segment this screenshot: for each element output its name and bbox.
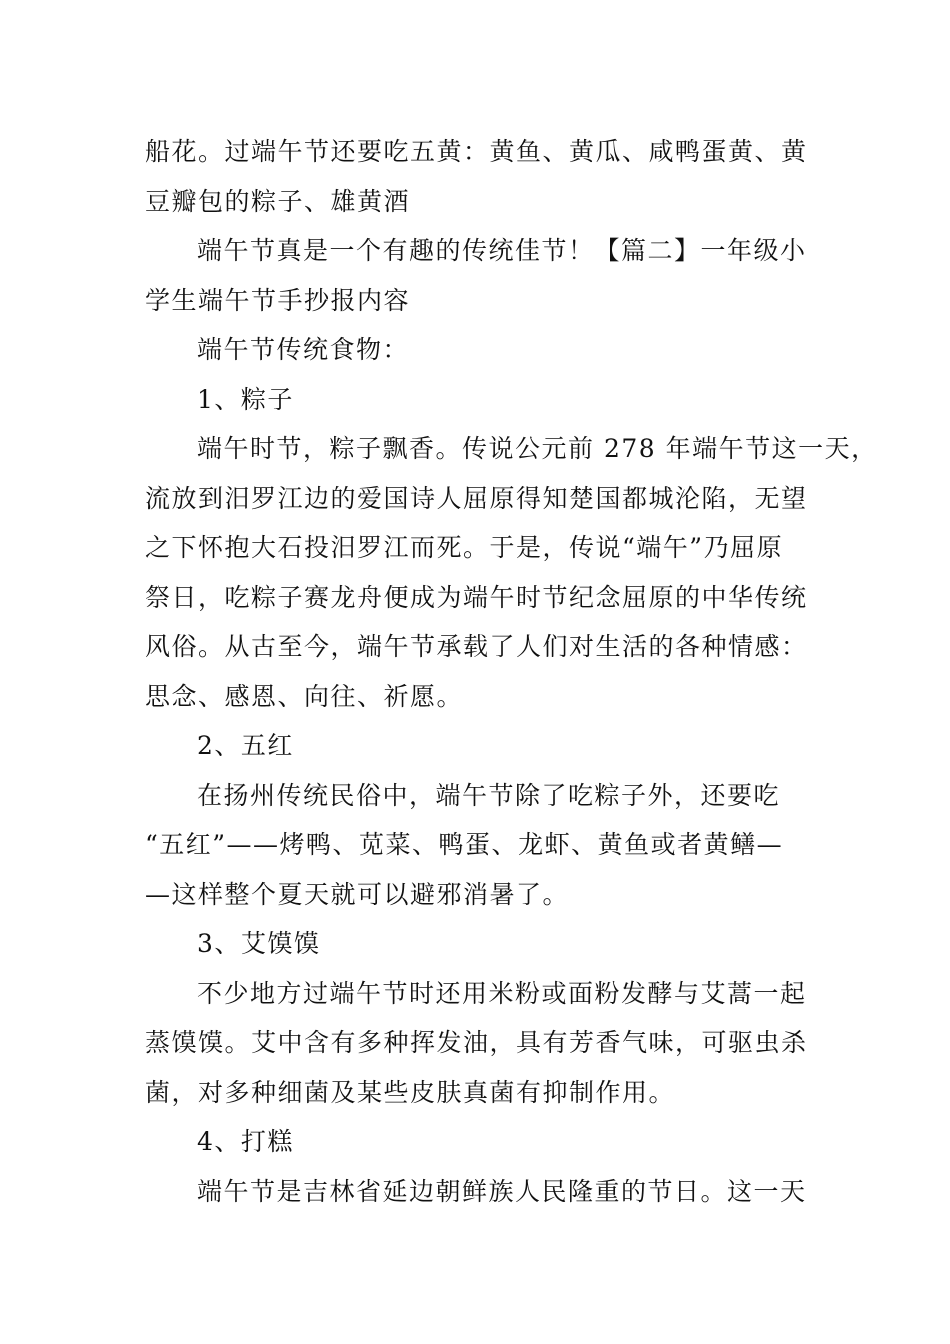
text-line: —这样整个夏天就可以避邪消暑了。 [145, 879, 570, 909]
item-heading-aimomo [145, 919, 810, 969]
paragraph-aimomo [145, 969, 810, 1118]
text-line: 风俗。从古至今，端午节承载了人们对生活的各种情感： [145, 632, 808, 661]
paragraph-1 [145, 127, 810, 226]
text-line: 在扬州传统民俗中，端午节除了吃粽子外，还要吃 [197, 780, 781, 810]
paragraph-dagao [145, 1167, 810, 1217]
text-line: 思念、感恩、向往、祈愿。 [145, 681, 464, 711]
document-body [145, 127, 878, 1216]
text-line: 4、打糕 [197, 1127, 294, 1156]
paragraph-wuhong [145, 771, 810, 920]
item-heading-wuhong [145, 721, 810, 771]
text-line: 不少地方过端午节时还用米粉或面粉发酵与艾蒿一起 [197, 978, 807, 1008]
text-line: 豆瓣包的粽子、雄黄酒 [145, 186, 411, 216]
text-line: 蒸馍馍。艾中含有多种挥发油，具有芳香气味，可驱虫杀 [145, 1028, 808, 1057]
item-heading-dagao [145, 1117, 810, 1167]
section-heading-foods [145, 325, 810, 375]
text-line: 菌，对多种细菌及某些皮肤真菌有抑制作用。 [145, 1077, 676, 1107]
text-line: 流放到汨罗江边的爱国诗人屈原得知楚国都城沦陷，无望 [145, 483, 808, 513]
paragraph-zongzi [145, 424, 878, 721]
text-line: 端午节传统食物： [197, 335, 410, 364]
text-line: 2、五红 [197, 731, 294, 760]
text-line: 端午节真是一个有趣的传统佳节！【篇二】一年级小 [197, 236, 807, 265]
text-line: 学生端午节手抄报内容 [145, 285, 411, 315]
text-line: “五红”——烤鸭、苋菜、鸭蛋、龙虾、黄鱼或者黄鳝— [145, 830, 784, 859]
text-line: 祭日，吃粽子赛龙舟便成为端午时节纪念屈原的中华传统 [145, 582, 808, 612]
paragraph-2 [145, 226, 810, 325]
text-line: 船花。过端午节还要吃五黄：黄鱼、黄瓜、咸鸭蛋黄、黄 [145, 137, 808, 166]
text-line: 3、艾馍馍 [197, 929, 321, 958]
text-line: 1、粽子 [197, 384, 294, 414]
item-heading-zongzi [145, 375, 810, 425]
text-line: 端午时节，粽子飘香。传说公元前 278 年端午节这一天， [197, 434, 878, 463]
text-line: 之下怀抱大石投汨罗江而死。于是，传说“端午”乃屈原 [145, 533, 784, 562]
text-line: 端午节是吉林省延边朝鲜族人民隆重的节日。这一天 [197, 1176, 807, 1206]
